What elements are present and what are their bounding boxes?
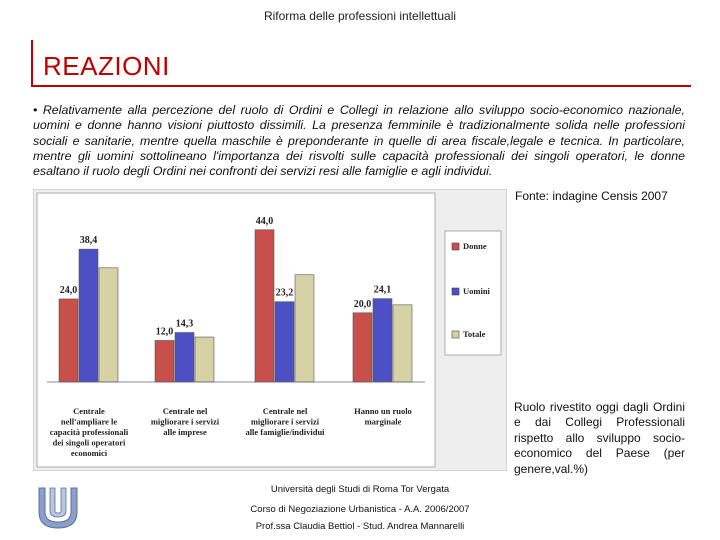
- legend-swatch-donne: [452, 243, 459, 250]
- bar-totale-3: [295, 275, 314, 382]
- title-bracket-line: [31, 40, 33, 87]
- slide-title: REAZIONI: [43, 51, 170, 81]
- legend-label-totale: Totale: [463, 329, 486, 339]
- bar-donne-3: [255, 230, 274, 382]
- bar-totale-1: [99, 268, 118, 382]
- header-title: Riforma delle professioni intellettuali: [263, 9, 457, 23]
- category-label-1: Centrale nell'ampliare le capacità professionali dei singoli operatori economici: [49, 406, 129, 458]
- data-label-donne-1: 24,0: [59, 284, 78, 296]
- bar-chart: [33, 189, 507, 471]
- bar-totale-2: [195, 337, 214, 382]
- data-label-uomini-1: 38,4: [79, 235, 98, 247]
- bar-totale-4: [393, 305, 412, 382]
- bar-uomini-1: [79, 249, 98, 382]
- chart-container: [33, 189, 507, 471]
- bar-donne-4: [353, 313, 372, 382]
- bar-donne-2: [155, 340, 174, 382]
- logo-inner-shape: [50, 488, 66, 517]
- footer-course: Corso di Negoziazione Urbanistica - A.A. 2006/2007: [250, 504, 470, 515]
- data-label-uomini-2: 14,3: [175, 318, 194, 330]
- category-label-2: Centrale nel migliorare i servizi alle imprese: [150, 406, 220, 437]
- logo-outer-shape: [39, 488, 77, 528]
- category-label-3: Centrale nel migliorare i servizi alle famiglie/individui: [245, 406, 325, 437]
- legend-swatch-totale: [452, 331, 459, 338]
- bar-uomini-4: [373, 299, 392, 382]
- chart-description: Ruolo rivestito oggi dagli Ordini e dai Collegi Professionali rispetto allo sviluppo socio-economico del Paese (per genere,val.%): [514, 400, 685, 476]
- data-label-donne-3: 44,0: [255, 215, 274, 227]
- data-label-donne-4: 20,0: [353, 298, 372, 310]
- data-label-uomini-4: 24,1: [373, 284, 392, 296]
- legend-swatch-uomini: [452, 288, 459, 295]
- source-note: Fonte: indagine Censis 2007: [515, 189, 668, 203]
- legend-label-uomini: Uomini: [463, 286, 490, 296]
- data-label-donne-2: 12,0: [155, 326, 174, 338]
- bar-donne-1: [59, 299, 78, 382]
- footer-authors: Prof.ssa Claudia Bettiol - Stud. Andrea Mannarelli: [255, 521, 465, 532]
- body-paragraph: • Relativamente alla percezione del ruolo di Ordini e Collegi in relazione allo sviluppo socio-economico nazionale, uomini e donne hanno visioni piuttosto dissimili. La presenza femminile è tradizionalmente solida nelle professioni sociali e sanitarie, mentre quella maschile è preponderante in quelle di area fiscale,legale e tecnica. In particolare, mentre gli uomini sottolineano l'importanza dei risvolti sulle capacità professionali dei singoli operatori, le donne esaltano il ruolo degli Ordini nei confronti dei servizi resi alle famiglie e agli individui.: [33, 103, 685, 179]
- category-label-4: Hanno un ruolo marginale: [354, 406, 412, 427]
- footer-university: Università degli Studi di Roma Tor Vergata: [270, 484, 450, 495]
- bar-uomini-3: [275, 302, 294, 382]
- legend-label-donne: Donne: [463, 241, 487, 251]
- data-label-uomini-3: 23,2: [275, 287, 294, 299]
- bar-uomini-2: [175, 333, 194, 382]
- title-underline: [31, 85, 691, 87]
- university-logo: [37, 486, 79, 530]
